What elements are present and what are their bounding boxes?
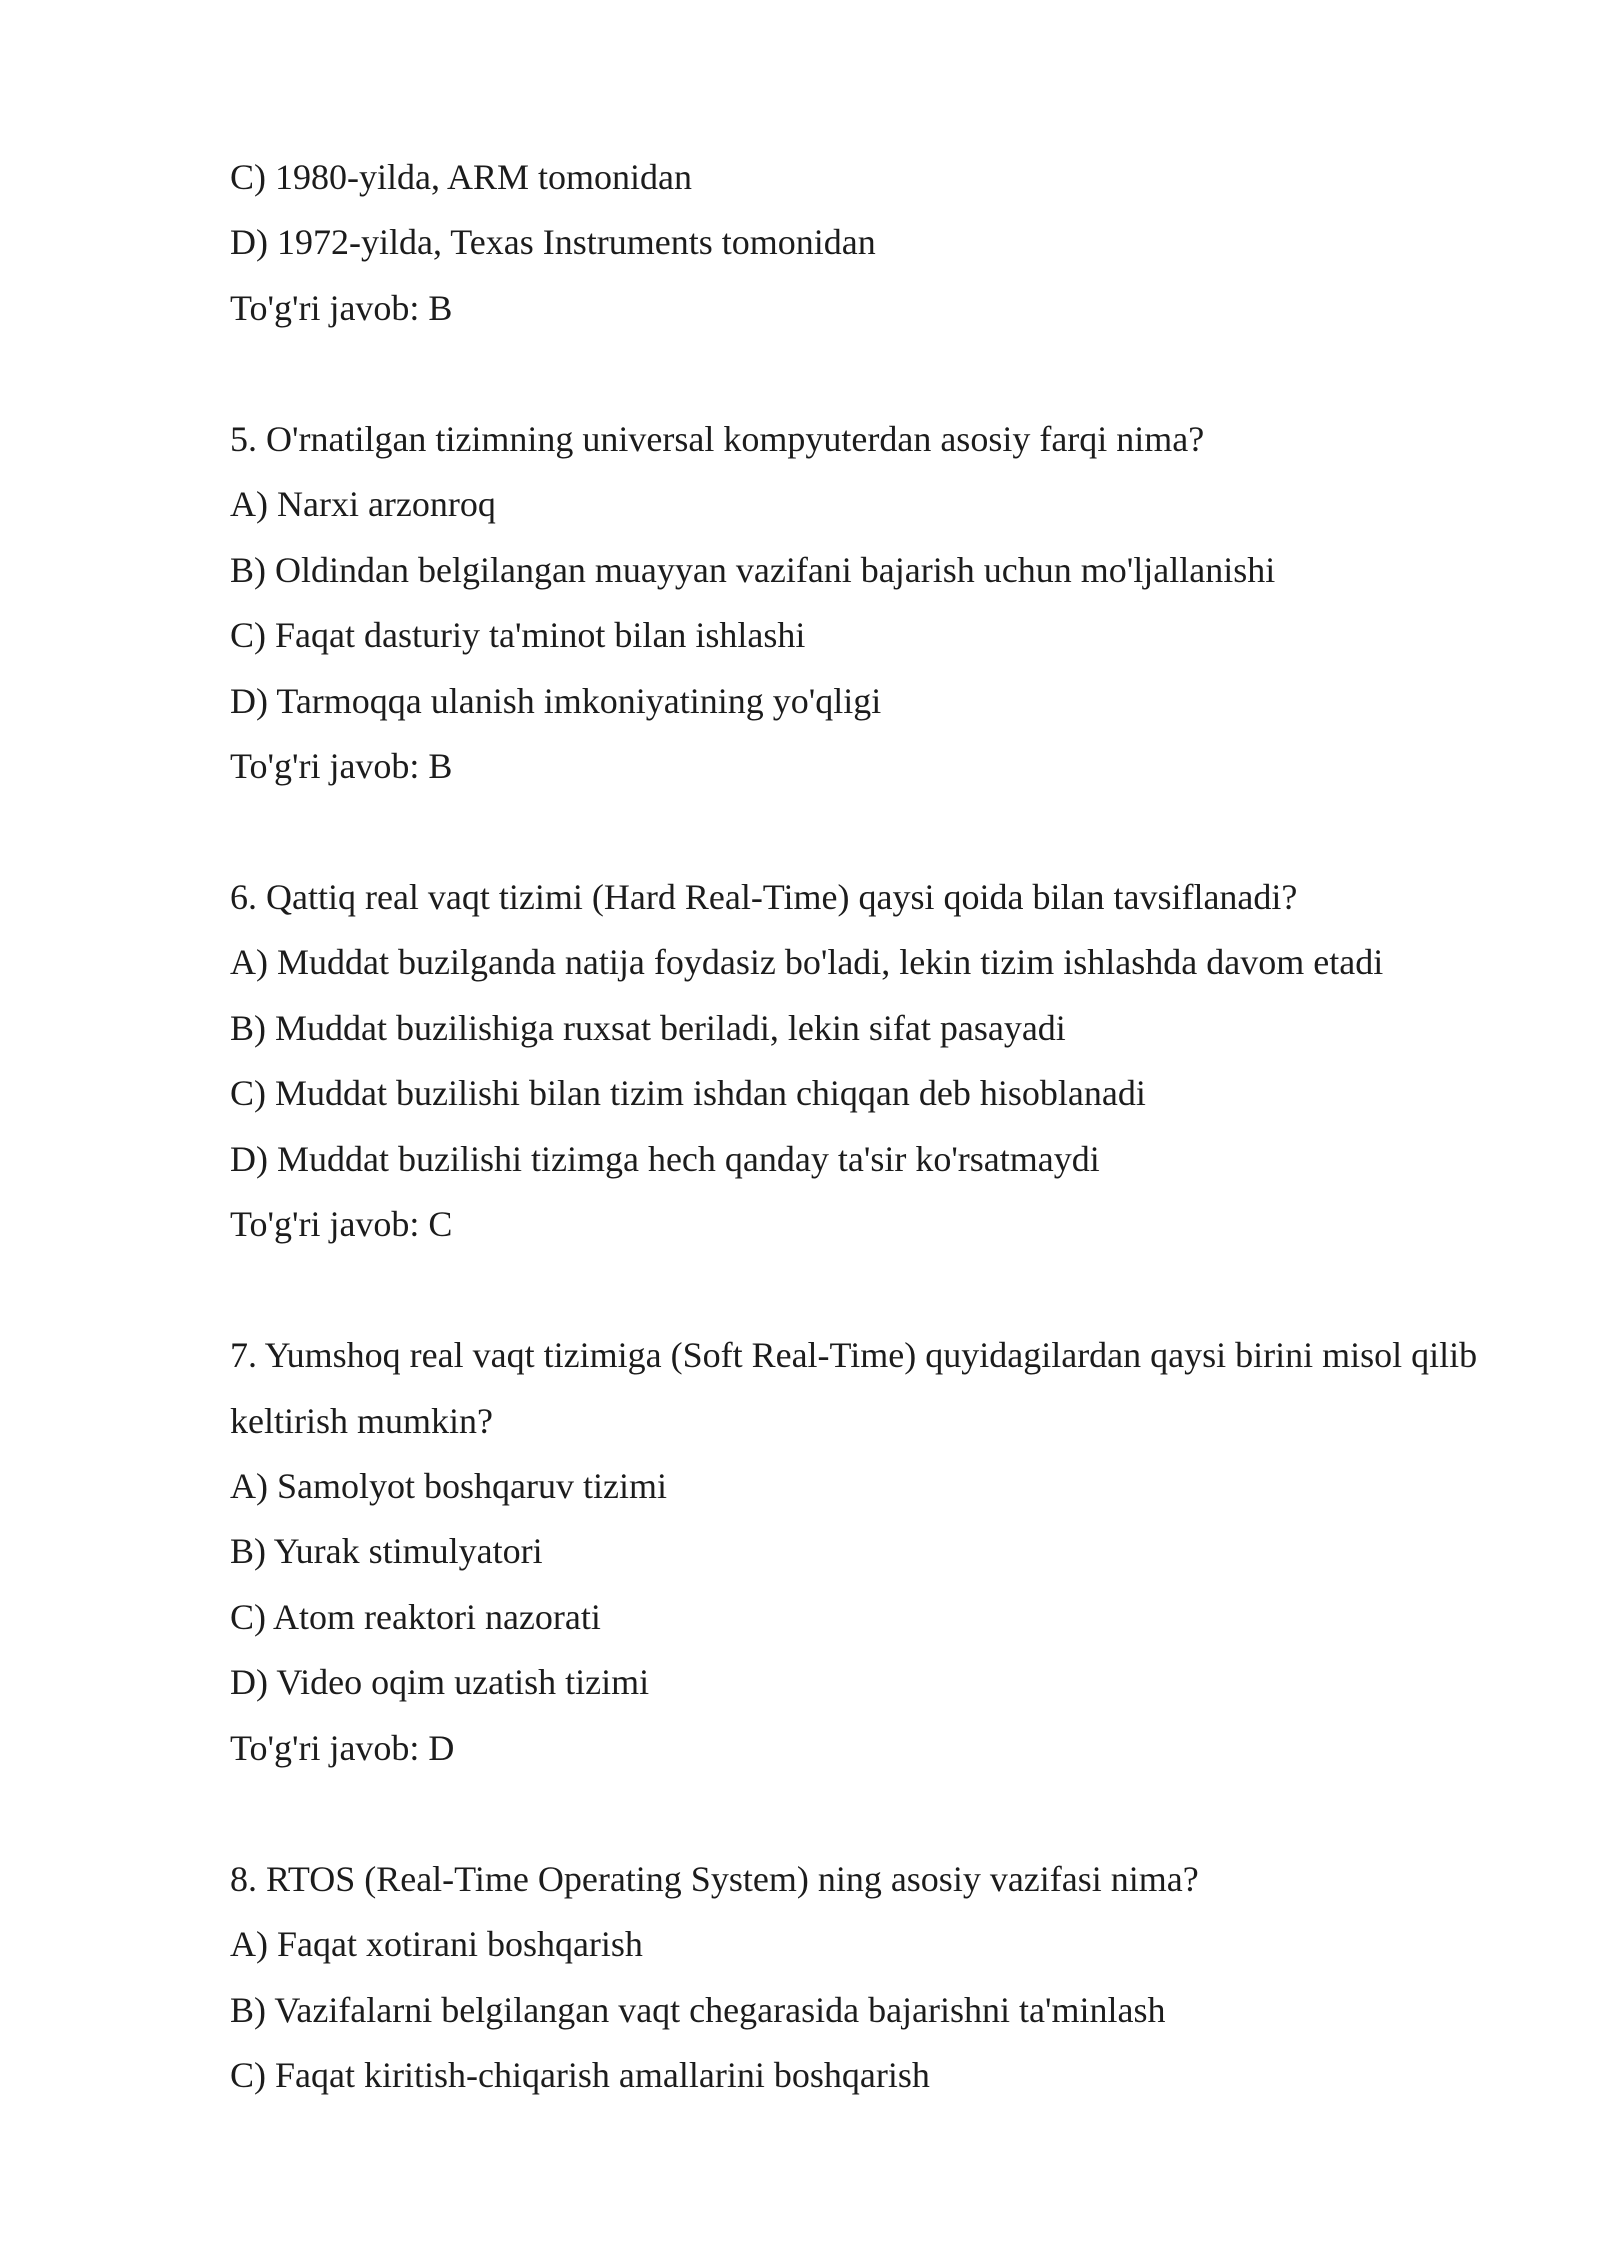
option-line: C) Atom reaktori nazorati <box>230 1596 601 1637</box>
blank-line <box>230 800 1510 865</box>
option-line: C) Faqat dasturiy ta'minot bilan ishlashi <box>230 615 806 656</box>
option-line: B) Muddat buzilishiga ruxsat beriladi, lekin sifat pasayadi <box>230 1007 1066 1048</box>
document-content <box>230 145 1510 2109</box>
option-line: D) 1972-yilda, Texas Instruments tomonidan <box>230 222 876 263</box>
option-line: A) Samolyot boshqaruv tizimi <box>230 1466 667 1507</box>
option-line: D) Tarmoqqa ulanish imkoniyatining yo'qligi <box>230 680 882 721</box>
answer-line: To'g'ri javob: C <box>230 1204 453 1245</box>
answer-line: To'g'ri javob: D <box>230 1727 455 1768</box>
answer-line: To'g'ri javob: B <box>230 746 453 787</box>
option-line: B) Yurak stimulyatori <box>230 1531 543 1572</box>
option-line: C) Muddat buzilishi bilan tizim ishdan chiqqan deb hisoblanadi <box>230 1073 1146 1114</box>
option-line: A) Narxi arzonroq <box>230 484 496 525</box>
question-text: 6. Qattiq real vaqt tizimi (Hard Real-Time) qaysi qoida bilan tavsiflanadi? <box>230 876 1298 917</box>
option-line: A) Muddat buzilganda natija foydasiz bo'ladi, lekin tizim ishlashda davom etadi <box>230 942 1384 983</box>
question-text: 8. RTOS (Real-Time Operating System) ning asosiy vazifasi nima? <box>230 1858 1199 1899</box>
option-line: B) Oldindan belgilangan muayyan vazifani bajarish uchun mo'ljallanishi <box>230 549 1276 590</box>
option-line: D) Muddat buzilishi tizimga hech qanday ta'sir ko'rsatmaydi <box>230 1138 1100 1179</box>
option-line: D) Video oqim uzatish tizimi <box>230 1662 650 1703</box>
option-line: C) Faqat kiritish-chiqarish amallarini boshqarish <box>230 2055 930 2096</box>
question-text: 5. O'rnatilgan tizimning universal kompyuterdan asosiy farqi nima? <box>230 418 1205 459</box>
blank-line <box>230 1781 1510 1846</box>
option-line: B) Vazifalarni belgilangan vaqt chegarasida bajarishni ta'minlash <box>230 1989 1166 2030</box>
blank-line <box>230 341 1510 406</box>
question-text: 7. Yumshoq real vaqt tizimiga (Soft Real-Time) quyidagilardan qaysi birini misol qilib keltirish mumkin? <box>230 1335 1478 1441</box>
option-line: A) Faqat xotirani boshqarish <box>230 1924 643 1965</box>
option-line: C) 1980-yilda, ARM tomonidan <box>230 157 692 197</box>
blank-line <box>230 1258 1510 1323</box>
answer-line: To'g'ri javob: B <box>230 287 453 328</box>
